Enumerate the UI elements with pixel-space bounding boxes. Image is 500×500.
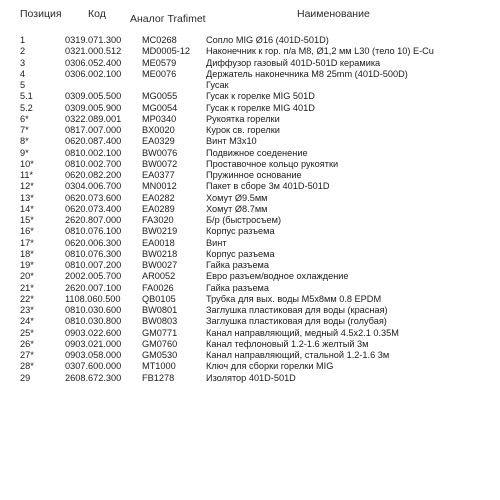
cell-position: 1 [20, 35, 26, 45]
cell-analog: GM0530 [142, 350, 178, 360]
table-row [0, 305, 500, 316]
cell-code: 0903.058.000 [65, 350, 122, 360]
header-code: Код [88, 8, 106, 20]
cell-name: Наконечник к гор. п/а M8, Ø1,2 мм L30 (тело 10) E-Cu [206, 46, 434, 57]
cell-position: 4 [20, 68, 26, 79]
cell-analog: GM0771 [142, 327, 178, 338]
cell-code: 1108.060.500 [65, 293, 121, 304]
cell-name: Винт M3x10 [206, 136, 257, 147]
cell-position: 3 [20, 57, 26, 68]
table-row [0, 181, 500, 192]
table-row [0, 80, 500, 91]
header-analog: Аналог Trafimet [130, 13, 206, 25]
cell-position: 22* [20, 293, 34, 304]
table-row [0, 69, 500, 80]
table-row [0, 294, 500, 305]
cell-name: Евро разъем/водное охлаждение [206, 271, 349, 282]
cell-analog: EA0289 [142, 203, 175, 214]
cell-position: 17* [20, 237, 34, 248]
cell-analog: BW0072 [142, 158, 178, 169]
cell-code: 0304.006.700 [65, 181, 122, 192]
table-row [0, 271, 500, 282]
cell-position: 12* [20, 181, 34, 192]
cell-analog: BW0219 [142, 226, 178, 237]
cell-position: 5 [20, 80, 26, 90]
cell-code: 2620.807.000 [65, 215, 122, 225]
cell-position: 8* [20, 136, 29, 147]
cell-name: Корпус разъема [206, 248, 275, 259]
cell-name: Гусак к горелке MIG 401D [206, 102, 315, 113]
cell-position: 2 [20, 46, 26, 57]
cell-position: 11* [20, 170, 34, 180]
cell-position: 6* [20, 113, 29, 124]
table-row [0, 373, 500, 384]
cell-code: 2608.672.300 [65, 372, 122, 383]
cell-analog: EA0329 [142, 136, 175, 147]
table-row [0, 58, 500, 69]
cell-analog: BX0020 [142, 125, 175, 135]
table-body [0, 35, 500, 384]
cell-analog: MT1000 [142, 361, 176, 372]
table-row [0, 125, 500, 136]
cell-name: Гайка разъема [206, 260, 269, 270]
cell-analog: ME0579 [142, 57, 177, 68]
table-row [0, 136, 500, 147]
cell-code: 0620.073.600 [65, 192, 122, 203]
cell-name: Гусак [206, 80, 229, 90]
cell-name: Пакет в сборе 3м 401D-501D [206, 181, 330, 192]
cell-name: Заглушка пластиковая для воды (красная) [206, 305, 388, 315]
cell-name: Ключ для сборки горелки MIG [206, 361, 334, 372]
cell-name: Винт [206, 237, 227, 248]
table-row [0, 249, 500, 260]
cell-position: 28* [20, 361, 34, 372]
cell-position: 14* [20, 203, 34, 214]
cell-position: 5.1 [20, 91, 33, 102]
cell-name: Трубка для вых. воды M5x8мм 0.8 EPDM [206, 293, 382, 304]
cell-code: 0903.021.000 [65, 338, 122, 349]
cell-name: Изолятор 401D-501D [206, 372, 296, 383]
cell-analog: MG0054 [142, 102, 178, 113]
cell-analog: MD0005-12 [142, 46, 191, 57]
cell-position: 13* [20, 192, 34, 203]
cell-name: Сопло MIG Ø16 (401D-501D) [206, 35, 329, 45]
cell-analog: EA0018 [142, 237, 175, 248]
cell-position: 15* [20, 215, 34, 225]
cell-analog: GM0760 [142, 338, 178, 349]
table-row [0, 283, 500, 294]
table-row [0, 114, 500, 125]
table-row [0, 170, 500, 181]
table-row [0, 226, 500, 237]
cell-code: 0810.076.100 [65, 226, 122, 237]
cell-position: 16* [20, 226, 34, 237]
table-row [0, 35, 500, 46]
cell-position: 9* [20, 147, 29, 158]
table-row [0, 159, 500, 170]
cell-position: 5.2 [20, 102, 33, 113]
cell-name: Б/р (быстросъем) [206, 215, 282, 225]
cell-position: 24* [20, 316, 34, 327]
cell-position: 26* [20, 338, 34, 349]
table-row [0, 46, 500, 57]
cell-position: 25* [20, 327, 34, 338]
table-row [0, 91, 500, 102]
cell-name: Проставочное кольцо рукоятки [206, 158, 339, 169]
cell-name: Хомут Ø9.5мм [206, 192, 268, 203]
table-row [0, 339, 500, 350]
cell-code: 0321.000.512 [65, 46, 122, 57]
cell-code: 0620.087.400 [65, 136, 122, 147]
cell-name: Канал направляющий, медный 4.5x2.1 0.35M [206, 327, 399, 338]
cell-code: 0620.006.300 [65, 237, 122, 248]
cell-analog: MC0268 [142, 35, 177, 45]
cell-code: 0620.082.200 [65, 170, 122, 180]
cell-position: 19* [20, 260, 34, 270]
cell-code: 0810.076.300 [65, 248, 122, 259]
cell-name: Курок св. горелки [206, 125, 280, 135]
cell-analog: BW0801 [142, 305, 178, 315]
cell-position: 21* [20, 282, 34, 293]
cell-name: Гусак к горелке MIG 501D [206, 91, 315, 102]
cell-analog: FA0026 [142, 282, 174, 293]
cell-code: 0309.005.900 [65, 102, 122, 113]
cell-analog: BW0076 [142, 147, 178, 158]
cell-position: 18* [20, 248, 34, 259]
cell-code: 0319.071.300 [65, 35, 122, 45]
table-row [0, 103, 500, 114]
cell-analog: BW0218 [142, 248, 178, 259]
table-row [0, 361, 500, 372]
cell-name: Подвижное соеденение [206, 147, 308, 158]
cell-analog: MP0340 [142, 113, 177, 124]
cell-name: Гайка разъема [206, 282, 269, 293]
cell-code: 0817.007.000 [65, 125, 122, 135]
table-row [0, 215, 500, 226]
table-row [0, 316, 500, 327]
cell-position: 23* [20, 305, 34, 315]
table-row [0, 328, 500, 339]
table-row [0, 350, 500, 361]
table-row [0, 204, 500, 215]
cell-code: 0810.030.800 [65, 316, 122, 327]
cell-name: Держатель наконечника M8 25mm (401D-500D) [206, 68, 408, 79]
cell-code: 0810.007.200 [65, 260, 122, 270]
cell-code: 0307.600.000 [65, 361, 122, 372]
cell-code: 0309.005.500 [65, 91, 122, 102]
table-row [0, 238, 500, 249]
cell-code: 0620.073.400 [65, 203, 122, 214]
cell-name: Хомут Ø8.7мм [206, 203, 268, 214]
table-row [0, 193, 500, 204]
table-row [0, 260, 500, 271]
cell-position: 29 [20, 372, 31, 383]
cell-analog: EA0282 [142, 192, 175, 203]
header-position: Позиция [20, 8, 62, 20]
cell-position: 27* [20, 350, 34, 360]
cell-analog: EA0377 [142, 170, 175, 180]
cell-analog: MG0055 [142, 91, 178, 102]
cell-analog: BW0027 [142, 260, 178, 270]
cell-code: 2620.007.100 [65, 282, 122, 293]
cell-analog: QB0105 [142, 293, 176, 304]
cell-code: 0810.002.700 [65, 158, 122, 169]
cell-code: 0810.002.100 [65, 147, 122, 158]
cell-name: Рукоятка горелки [206, 113, 280, 124]
table-row [0, 148, 500, 159]
cell-position: 10* [20, 158, 34, 169]
cell-analog: FB1278 [142, 372, 175, 383]
cell-analog: FA3020 [142, 215, 174, 225]
cell-analog: AR0052 [142, 271, 176, 282]
cell-position: 20* [20, 271, 34, 282]
header-name: Наименование [297, 8, 370, 20]
cell-name: Канал направляющий, стальной 1.2-1.6 3м [206, 350, 390, 360]
cell-code: 0322.089.001 [65, 113, 122, 124]
cell-name: Пружинное основание [206, 170, 302, 180]
cell-name: Канал тефлоновый 1.2-1.6 желтый 3м [206, 338, 369, 349]
cell-position: 7* [20, 125, 29, 135]
cell-name: Корпус разъема [206, 226, 275, 237]
cell-code: 0306.052.400 [65, 57, 122, 68]
cell-analog: BW0803 [142, 316, 178, 327]
cell-analog: MN0012 [142, 181, 177, 192]
cell-code: 0306.002.100 [65, 68, 122, 79]
cell-code: 2002.005.700 [65, 271, 122, 282]
cell-code: 0903.022.600 [65, 327, 122, 338]
cell-analog: ME0076 [142, 68, 177, 79]
cell-code: 0810.030.600 [65, 305, 122, 315]
cell-name: Заглушка пластиковая для воды (голубая) [206, 316, 387, 327]
cell-name: Диффузор газовый 401D-501D керамика [206, 57, 381, 68]
